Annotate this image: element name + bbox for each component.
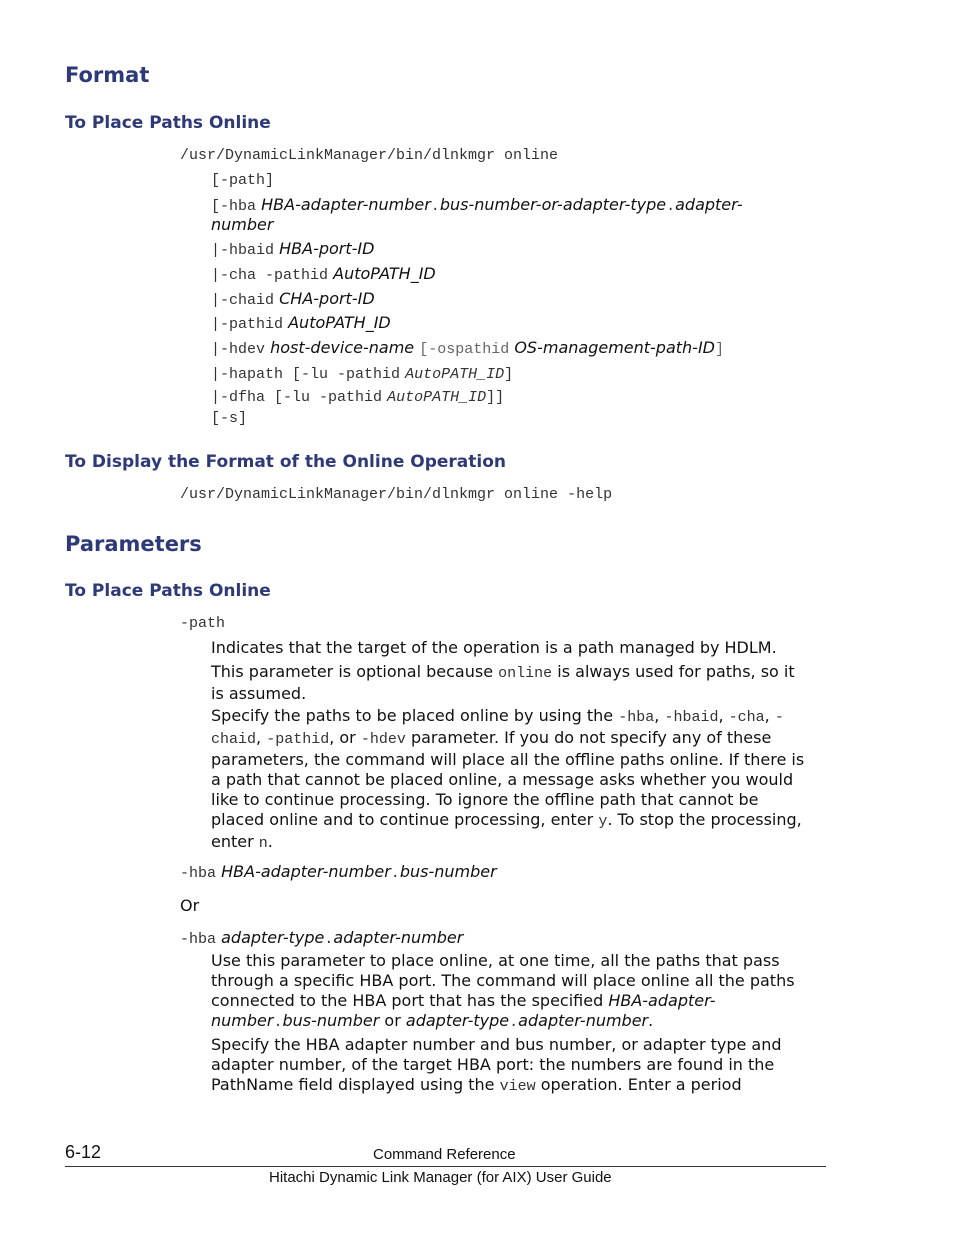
syntax-ospathid-opt: [-ospathid: [419, 341, 510, 358]
heading-format: Format: [65, 63, 150, 87]
syntax-path-option: [-path]: [211, 172, 275, 189]
param-hba-label-2: [180, 928, 463, 948]
syntax-cha-arg: AutoPATH_ID: [333, 264, 436, 283]
text: This parameter is optional because: [211, 662, 494, 681]
text: enter: [211, 832, 254, 851]
syntax-hba-arg2: bus-number-or-adapter-type: [439, 195, 667, 214]
syntax-dfha-option: [211, 386, 504, 406]
param-hba-arg1: adapter-type: [221, 928, 325, 947]
inline-code-view: view: [499, 1078, 536, 1095]
syntax-chaid-opt: |-chaid: [211, 292, 275, 309]
syntax-ospathid-arg: OS-management-path-ID: [514, 338, 715, 357]
param-hba-opt: -hba: [180, 865, 217, 882]
text: ,: [256, 728, 262, 747]
param-hba-dot: .: [324, 931, 334, 948]
syntax-s-option: [-s]: [211, 410, 248, 427]
text: .: [273, 1014, 283, 1031]
text: bus-number: [282, 1011, 380, 1030]
inline-code-hdev: -hdev: [360, 731, 406, 748]
syntax-hbaid-opt: |-hbaid: [211, 242, 275, 259]
inline-code-hba: -hba: [618, 709, 655, 726]
syntax-dot: .: [430, 198, 440, 215]
or-label: Or: [180, 896, 200, 915]
syntax-hapath-option: [211, 363, 513, 383]
command-syntax: /usr/DynamicLinkManager/bin/dlnkmgr online: [180, 147, 559, 164]
text: , or: [329, 728, 356, 747]
syntax-hdev-arg: host-device-name: [270, 338, 415, 357]
heading-parameters: Parameters: [65, 532, 202, 556]
param-hba-arg2: bus-number: [399, 862, 497, 881]
syntax-dfha-arg: AutoPATH_ID: [387, 389, 487, 406]
syntax-hba-option: [211, 195, 743, 215]
text: ,: [718, 706, 724, 725]
param-path-desc1: Indicates that the target of the operation is a path managed by HDLM.: [211, 638, 777, 657]
text: . To stop the processing,: [607, 810, 802, 829]
text: .: [648, 1011, 654, 1030]
text: operation. Enter a period: [540, 1075, 742, 1094]
inline-code-hbaid: -hbaid: [664, 709, 719, 726]
text: .: [509, 1014, 519, 1031]
text: is always used for paths, so it: [557, 662, 795, 681]
inline-code-dash: -: [774, 709, 784, 726]
footer-section: Command Reference: [373, 1146, 516, 1163]
text: like to continue processing. To ignore the offline path that cannot be: [211, 790, 759, 809]
syntax-dfha-close: ]]: [486, 389, 505, 406]
text: PathName field displayed using the: [211, 1075, 495, 1094]
inline-code-chaid: chaid: [211, 731, 257, 748]
text: Specify the paths to be placed online by using the: [211, 706, 614, 725]
syntax-hba-arg3a: adapter-: [675, 195, 743, 214]
syntax-hbaid-arg: HBA-port-ID: [279, 239, 375, 258]
inline-code-y: y: [598, 813, 608, 830]
param-path-label: -path: [180, 615, 226, 632]
heading-to-place-paths-online-2: To Place Paths Online: [65, 581, 271, 601]
text: parameter. If you do not specify any of these: [410, 728, 772, 747]
syntax-hba-arg3b: number: [211, 215, 274, 234]
help-command: /usr/DynamicLinkManager/bin/dlnkmgr online -help: [180, 486, 613, 503]
text: number: [211, 1011, 274, 1030]
param-hba-arg1: HBA-adapter-number: [221, 862, 391, 881]
text: is assumed.: [211, 684, 307, 703]
param-hba-desc: [211, 951, 826, 1033]
page-number: 6-12: [65, 1142, 102, 1162]
footer-book-title: Hitachi Dynamic Link Manager (for AIX) User Guide: [269, 1169, 612, 1186]
syntax-pathid-option: [211, 313, 391, 333]
syntax-dot: .: [666, 198, 676, 215]
syntax-cha-opt: |-cha -pathid: [211, 267, 329, 284]
syntax-pathid-arg: AutoPATH_ID: [288, 313, 391, 332]
text: adapter-number: [518, 1011, 649, 1030]
text: adapter number, of the target HBA port: the numbers are found in the: [211, 1055, 775, 1074]
syntax-hapath-arg: AutoPATH_ID: [405, 366, 505, 383]
syntax-hbaid-option: [211, 239, 374, 259]
heading-to-display-format: To Display the Format of the Online Operation: [65, 452, 507, 472]
heading-to-place-paths-online: To Place Paths Online: [65, 113, 271, 133]
syntax-hdev-option: [211, 338, 724, 358]
param-path-desc2: [211, 662, 826, 704]
param-hba-spec: [211, 1035, 826, 1097]
syntax-close-bracket: ]: [715, 341, 725, 358]
text: or: [384, 1011, 401, 1030]
syntax-chaid-arg: CHA-port-ID: [279, 289, 375, 308]
inline-code-online: online: [498, 665, 553, 682]
syntax-hapath-opt: |-hapath [-lu -pathid: [211, 366, 401, 383]
text: Specify the HBA adapter number and bus number, or adapter type and: [211, 1035, 782, 1054]
syntax-chaid-option: [211, 289, 375, 309]
footer-divider: [65, 1166, 826, 1167]
text: ,: [764, 706, 770, 725]
syntax-dfha-opt: |-dfha [-lu -pathid: [211, 389, 383, 406]
param-hba-label-1: [180, 862, 497, 882]
param-hba-arg2: adapter-number: [333, 928, 464, 947]
text: adapter-type: [405, 1011, 510, 1030]
text: a path that cannot be placed online, a message asks whether you would: [211, 770, 794, 789]
text: placed online and to continue processing, enter: [211, 810, 594, 829]
text: HBA-adapter-: [608, 991, 716, 1010]
syntax-cha-option: [211, 264, 436, 284]
inline-code-pathid: -pathid: [266, 731, 330, 748]
param-hba-dot: .: [390, 865, 400, 882]
inline-code-n: n: [258, 835, 268, 852]
text: through a specific HBA port. The command will place online all the paths: [211, 971, 795, 990]
param-hba-opt: -hba: [180, 931, 217, 948]
text: .: [267, 832, 273, 851]
param-path-desc3: [211, 706, 826, 854]
text: Use this parameter to place online, at one time, all the paths that pass: [211, 951, 780, 970]
syntax-hba-prefix: [-hba: [211, 198, 257, 215]
text: ,: [654, 706, 660, 725]
inline-code-cha: -cha: [728, 709, 765, 726]
text: connected to the HBA port that has the specified: [211, 991, 604, 1010]
syntax-hapath-close: ]: [504, 366, 514, 383]
syntax-hdev-opt: |-hdev: [211, 341, 266, 358]
syntax-pathid-opt: |-pathid: [211, 316, 284, 333]
syntax-hba-arg1: HBA-adapter-number: [261, 195, 431, 214]
text: parameters, the command will place all the offline paths online. If there is: [211, 750, 805, 769]
